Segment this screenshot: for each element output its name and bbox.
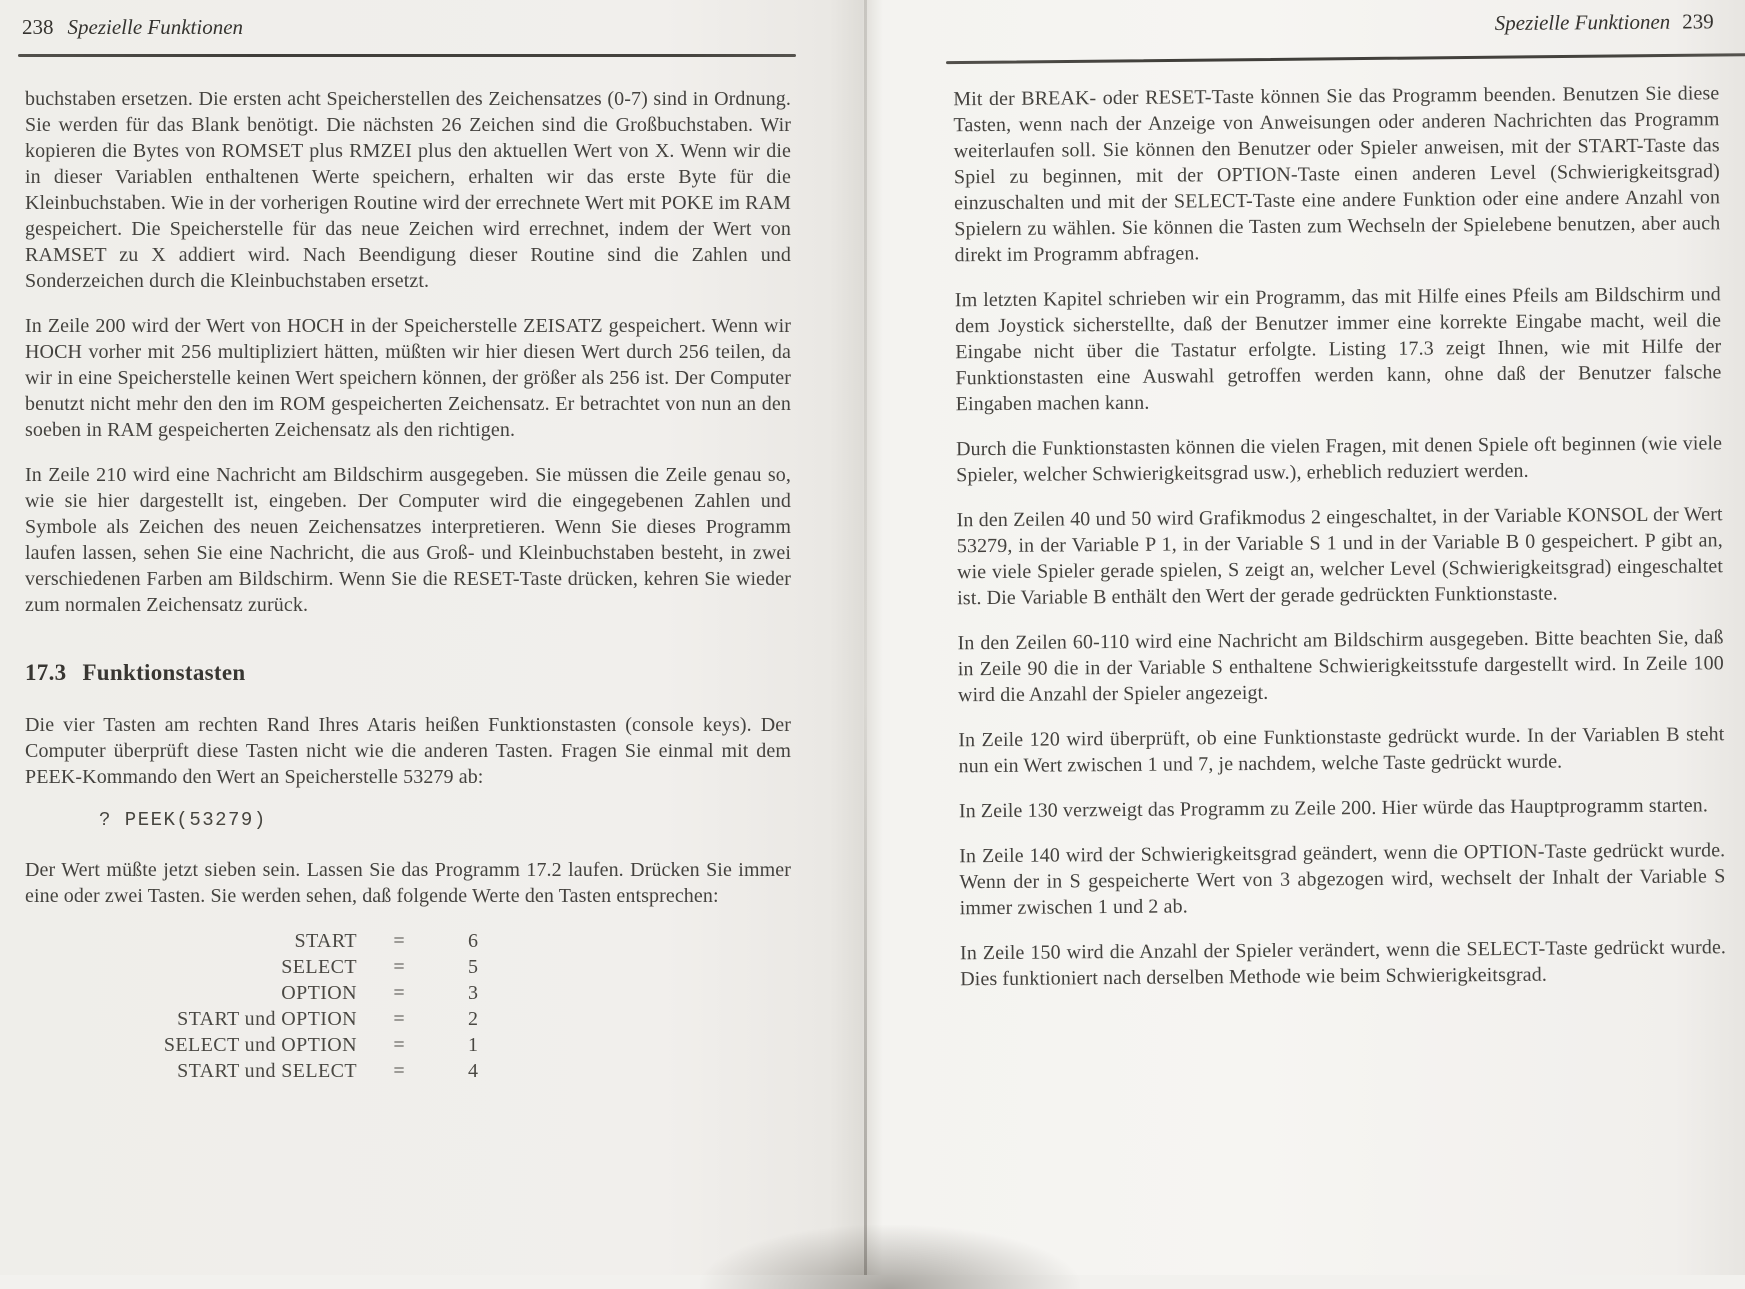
section-title: Funktionstasten [82, 660, 246, 685]
code-line: ? PEEK(53279) [99, 809, 267, 831]
key-label: SELECT und OPTION [163, 1034, 357, 1056]
key-value: 6 [468, 930, 478, 952]
right-header-title: Spezielle Funktionen [1494, 9, 1671, 36]
key-value: 3 [468, 982, 478, 1004]
paragraph: In Zeile 130 verzweigt das Programm zu Zeile 200. Hier würde das Hauptprogramm starten. [958, 794, 1708, 823]
table-row [25, 954, 791, 980]
key-value: 5 [468, 956, 478, 978]
paragraph: Mit der BREAK- oder RESET-Taste können Sie das Programm beenden. Benutzen Sie diese Tasten, wenn nach der Anzeige von Anweisungen oder anderen Nachrichten das Programm weiterlaufen soll. Sie können den Benutzer oder Spieler anweisen, mit der START-Taste das Spiel zu beginnen, mit der OPTION-Taste einen anderen Level (Schwierigkeitsgrad) einzuschalten und mit der SELECT-Taste eine andere Funktion oder eine andere Anzahl von Spielern zu wählen. Sie können die Tasten zum Wechseln der Spielebene benutzen, aber auch direkt im Programm abfragen. [953, 82, 1721, 267]
key-label: START und OPTION [177, 1008, 357, 1030]
key-value: 2 [468, 1008, 478, 1030]
equals-sign: = [393, 1008, 405, 1030]
table-row [25, 1032, 791, 1058]
equals-sign: = [393, 956, 405, 978]
right-header-rule [946, 53, 1745, 64]
equals-sign: = [393, 1034, 405, 1056]
equals-sign: = [393, 1060, 405, 1082]
console-key-value-table [25, 928, 791, 1084]
equals-sign: = [393, 930, 405, 952]
section-number: 17.3 [25, 660, 67, 685]
paragraph: In Zeile 120 wird überprüft, ob eine Funktionstaste gedrückt wurde. In der Variablen B steht nun ein Wert zwischen 1 und 7, je nachdem, welche Taste gedrückt wurde. [958, 723, 1725, 778]
right-page-number: 239 [1682, 9, 1714, 34]
right-page-header [950, 8, 1720, 40]
paragraph: In Zeile 140 wird der Schwierigkeitsgrad geändert, wenn die OPTION-Taste gedrückt wurde. Wenn der in S gespeicherte Wert von 3 abgezogen wird, wechselt der Inhalt der Variable S immer zwischen 1 und 2 ab. [959, 839, 1726, 920]
table-row [25, 928, 791, 954]
table-row [25, 1058, 791, 1084]
key-value: 4 [468, 1060, 478, 1082]
section-heading [25, 660, 791, 686]
key-label: SELECT [281, 956, 357, 978]
key-label: START und SELECT [177, 1060, 357, 1082]
key-label: OPTION [281, 982, 357, 1004]
right-page-body [953, 80, 1726, 1011]
paragraph: buchstaben ersetzen. Die ersten acht Speicherstellen des Zeichensatzes (0-7) sind in Ordnung. Sie werden für das Blank benötigt. Die nächsten 26 Zeichen sind die Großbuchstaben. Wir kopieren die Bytes von ROMSET plus RMZEI plus den aktuellen Wert von X. Wenn wir die in dieser Variablen enthaltenen Werte speichern, erhalten wir das erste Byte für die Kleinbuchstaben. Wie in der vorherigen Routine wird der errechnete Wert mit POKE im RAM gespeichert. Die Speicherstelle für das neue Zeichen wird errechnet, indem der Wert von RAMSET zu X addiert wird. Nach Beendigung dieser Routine sind die Zahlen und Sonderzeichen durch die Kleinbuchstaben ersetzt. [25, 88, 791, 292]
left-page-number: 238 [22, 15, 54, 39]
left-header-title: Spezielle Funktionen [67, 15, 244, 39]
paragraph: In den Zeilen 40 und 50 wird Grafikmodus 2 eingeschaltet, in der Variable KONSOL der Wert 53279, in der Variable P 1, in der Variable S 1 und in der Variable B 0 gespeichert. P gibt an, wie viele Spieler gerade spielen, S zeigt an, welcher Level (Schwierigkeitsgrad) eingeschaltet ist. Die Variable B enthält den Wert der gerade gedrückten Funktionstaste. [956, 503, 1724, 610]
paragraph: Durch die Funktionstasten können die vielen Fragen, mit denen Spiele oft beginnen (wie viele Spieler, welcher Schwierigkeitsgrad usw.), erheblich reduziert werden. [955, 432, 1723, 487]
left-page-body [25, 86, 791, 1084]
key-label: START [294, 930, 357, 952]
book-gutter-line [864, 0, 867, 1275]
table-row [25, 1006, 791, 1032]
left-page [22, 0, 792, 1275]
paragraph: Der Wert müßte jetzt sieben sein. Lassen Sie das Programm 17.2 laufen. Drücken Sie immer eine oder zwei Tasten. Sie werden sehen, daß folgende Werte den Tasten entsprechen: [25, 859, 791, 907]
paragraph: In Zeile 150 wird die Anzahl der Spieler verändert, wenn die SELECT-Taste gedrückt wurde. Dies funktioniert nach derselben Methode wie beim Schwierigkeitsgrad. [959, 936, 1727, 991]
equals-sign: = [393, 982, 405, 1004]
paragraph: Im letzten Kapitel schrieben wir ein Programm, das mit Hilfe eines Pfeils am Bildschirm und dem Joystick sicherstellte, daß der Benutzer immer eine korrekte Eingabe macht, weil die Eingabe nicht über die Tastatur erfolgte. Listing 17.3 zeigt Ihnen, wie mit Hilfe der Funktionstasten eine Auswahl getroffen werden kann, ohne daß der Benutzer falsche Eingaben machen kann. [954, 283, 1722, 416]
key-value: 1 [468, 1034, 478, 1056]
right-page [950, 0, 1730, 1275]
paragraph: In Zeile 210 wird eine Nachricht am Bildschirm ausgegeben. Sie müssen die Zeile genau so, wie sie hier dargestellt ist, eingeben. Der Computer wird die eingegebenen Zahlen und Symbole als Zeichen des neuen Zeichensatzes interpretieren. Wenn Sie dieses Programm laufen lassen, sehen Sie eine Nachricht, die aus Groß- und Kleinbuchstaben besteht, in zwei verschiedenen Farben am Bildschirm. Wenn Sie die RESET-Taste drücken, kehren Sie wieder zum normalen Zeichensatz zurück. [25, 464, 791, 616]
left-page-header [22, 14, 792, 40]
paragraph: In Zeile 200 wird der Wert von HOCH in der Speicherstelle ZEISATZ gespeichert. Wenn wir HOCH vorher mit 256 multipliziert hätten, müßten wir hier diesen Wert durch 256 teilen, da wir in eine Speicherstelle keinen Wert speichern können, der größer als 256 ist. Der Computer benutzt nicht mehr den den im ROM gespeicherten Zeichensatz. Er betrachtet von nun an den soeben in RAM gespeicherten Zeichensatz als den richtigen. [25, 315, 791, 441]
left-header-rule [18, 54, 796, 57]
paragraph: In den Zeilen 60-110 wird eine Nachricht am Bildschirm ausgegeben. Bitte beachten Sie, daß in Zeile 90 die in der Variable S enthaltene Schwierigkeitsstufe dargestellt wird. In Zeile 100 wird die Anzahl der Spieler angezeigt. [957, 626, 1724, 707]
paragraph: Die vier Tasten am rechten Rand Ihres Ataris heißen Funktionstasten (console keys). Der Computer überprüft diese Tasten nicht wie die anderen Tasten. Fragen Sie einmal mit dem PEEK-Kommando den Wert an Speicherstelle 53279 ab: [25, 714, 791, 788]
table-row [25, 980, 791, 1006]
